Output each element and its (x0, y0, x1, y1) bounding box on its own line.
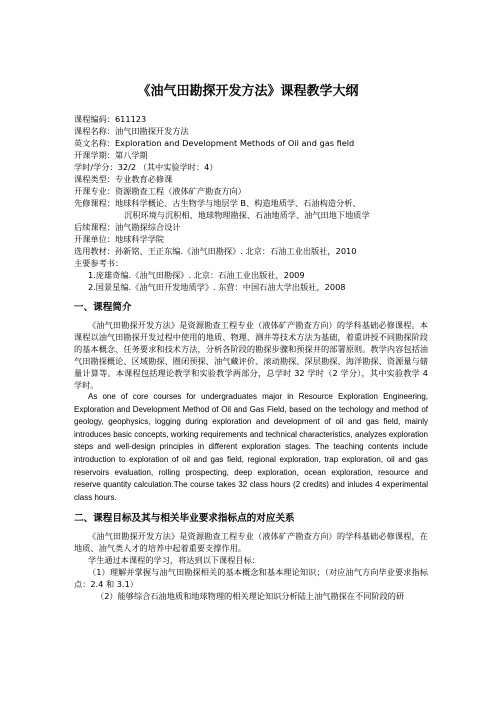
info-english-name: 英文名称：Exploration and Development Methods of Oil and gas field (74, 138, 355, 148)
section2-goal-1: （1）理解并掌握与油气田勘探相关的基本概念和基本理论知识；（对应油气方向毕业要求指标点：2.4 和 3.1） (74, 567, 428, 590)
section2-goal-2: （2）能够综合石油地质和地球物理的相关理论知识分析陆上油气勘探在不同阶段的研 (96, 591, 405, 602)
section1-heading: 一、课程简介 (74, 302, 132, 313)
info-follow-up: 后续课程：油气勘探综合设计 (74, 222, 181, 232)
document-title: 《油气田勘探开发方法》课程教学大纲 (137, 84, 359, 99)
info-reference-2: 2.国景星编.《油气田开发地质学》. 东营：中国石油大学出版社，2008 (88, 282, 346, 292)
section2-intro: 《油气田勘探开发方法》是资源勘查工程专业（液体矿产勘查方向）的学科基础必修课程，在地质、油气类人才的培养中起着重要支撑作用。 (74, 531, 428, 554)
info-course-name: 课程名称：油气田勘探开发方法 (74, 126, 189, 136)
course-info (74, 113, 428, 293)
info-hours-credits: 学时/学分：32/2 （其中实验学时：4） (74, 162, 218, 172)
info-reference-1: 1.庞雄奇编.《油气田勘探》. 北京：石油工业出版社，2009 (88, 270, 305, 280)
info-course-type: 课程类型：专业教育必修课 (74, 174, 173, 184)
info-textbook: 选用教材：孙新铭、王正东编.《油气田勘探》. 北京：石油工业出版社，2010 (74, 246, 357, 256)
section1-en-paragraph: As one of core courses for undergraduates major in Resource Exploration Engineering, Exploration and Development Method of Oil and Gas Field, based on the techology and method of geology, geophysics, logging during exploration and development of oil and gas field, mainly introduces basic concepts, working requirements and technical characteristics, analyzes exploration steps and well-design principles in different exploration stages. The teaching contents include introduction to exploration of oil and gas field, regional exploration, trap exploration, oil and gas reservoirs evaluation, rolling prospecting, deep exploration, ocean exploration, resource and reserve quantity calculation.The course takes 32 class hours (2 credits) and inludes 4 experimental class hours. (74, 392, 428, 502)
section2-lead: 学生通过本课程的学习，将达到以下课程目标： (88, 555, 260, 566)
info-references-label: 主要参考书： (74, 258, 124, 268)
info-prerequisites: 先修课程：地球科学概论、古生物学与地层学 B、构造地质学、石油构造分析、 (74, 198, 361, 208)
info-course-code: 课程编码：611123 (74, 114, 147, 124)
info-semester: 开课学期：第八学期 (74, 150, 148, 160)
section2-heading: 二、课程目标及其与相关毕业要求指标点的对应关系 (74, 513, 295, 525)
section1-zh-paragraph: 《油气田勘探开发方法》是资源勘查工程专业（液体矿产勘查方向）的学科基础必修课程。本课程以油气田勘探开发过程中使用的地质、物理、测井等技术方法为基础，着重讲授不同勘探阶段的基本概念、任务要求和技术方法，分析各阶段的勘探步骤和预探井的部署原则。教学内容包括油气田勘探概论、区域勘探、圈闭预探、油气藏评价、滚动勘探、深层勘探、海洋勘探、资源量与储量计算等。本课程包括理论教学和实验教学两部分，总学时 32 学时（2 学分），其中实验教学 4 学时。 (74, 320, 428, 390)
document-body (74, 113, 428, 602)
info-major: 开课专业：资源勘查工程（液体矿产勘查方向） (74, 186, 246, 196)
info-prerequisites-cont: 沉积环境与沉积相、地球物理勘探、石油地质学、油气田地下地质学 (124, 210, 370, 220)
info-department: 开课单位：地球科学学院 (74, 234, 165, 244)
